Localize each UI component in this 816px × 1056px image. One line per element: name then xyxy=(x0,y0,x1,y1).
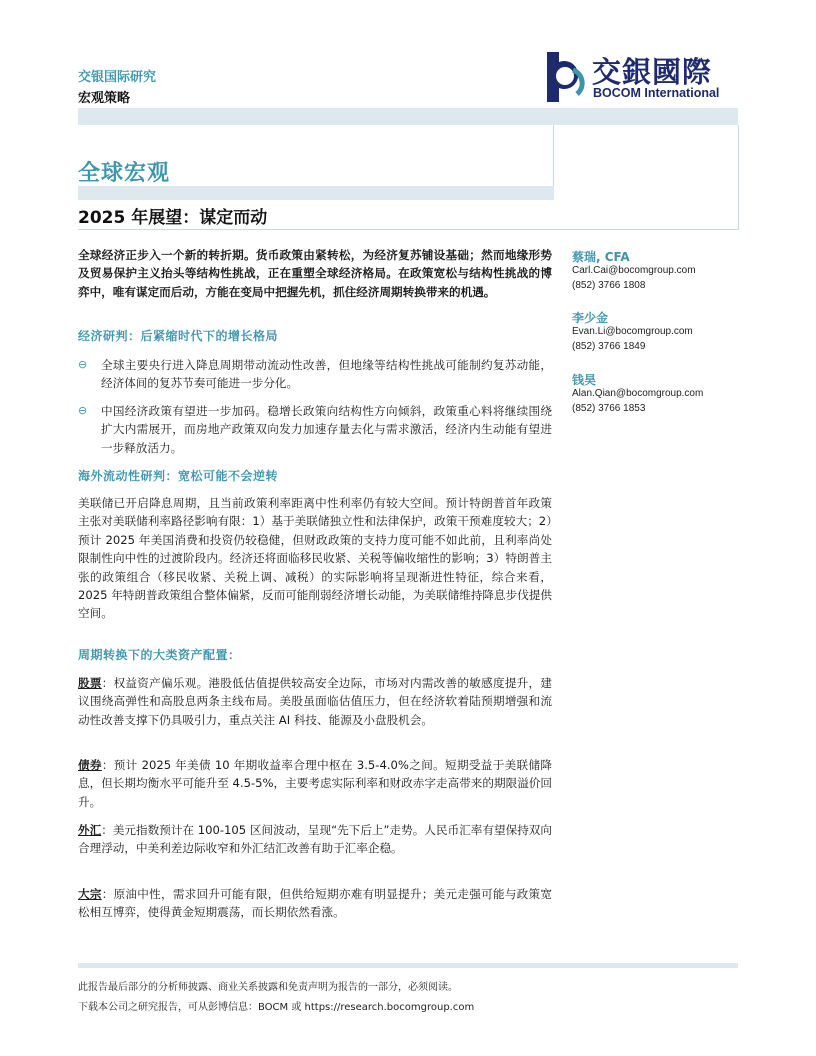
footer-band xyxy=(78,963,738,968)
allocation-label: 股票 xyxy=(78,676,102,690)
section-title: 全球宏观 xyxy=(78,161,171,186)
allocation-fx xyxy=(78,821,552,858)
divider xyxy=(738,125,739,230)
header-band xyxy=(78,108,738,125)
brand-name: 交银国际研究 xyxy=(78,70,157,85)
logo-english-name: BOCOM International xyxy=(593,86,720,100)
allocation-text: ：权益资产偏乐观。港股低估值提供较高安全边际，市场对内需改善的敏感度提升，建议围绕高弹性和高股息两条主线布局。美股虽面临估值压力，但在经济软着陆预期增强和流动性改善支撑下仍具吸引力，重点关注 AI 科技、能源及小盘股机会。 xyxy=(78,676,552,727)
analyst-email[interactable]: Alan.Qian@bocomgroup.com xyxy=(572,388,704,399)
allocation-label: 外汇 xyxy=(78,823,102,837)
circle-minus-icon: ⊖ xyxy=(78,358,88,371)
liquidity-paragraph: 美联储已开启降息周期，且当前政策利率距离中性利率仍有较大空间。预计特朗普首年政策主张对美联储利率路径影响有限：1）基于美联储独立性和法律保护，政策干预难度较大；2）预计 2025 年美国消费和投资仍较稳健，但财政政策的支持力度可能不如此前，且利率尚处限制性向中性的过渡阶段内。经济还将面临移民收紧、关税等偏收缩性的影响；3）特朗普主张的政策组合（移民收紧、关税上调、减税）的实际影响将呈现渐进性特征，综合来看，2025 年特朗普政策组合整体偏紧，反而可能削弱经济增长动能，为美联储维持降息步伐提供空间。 xyxy=(78,496,552,621)
divider xyxy=(78,229,739,230)
analyst-phone: (852) 3766 1849 xyxy=(572,341,646,352)
circle-minus-icon: ⊖ xyxy=(78,404,88,417)
allocation-text: ：美元指数预计在 100-105 区间波动，呈现“先下后上”走势。人民币汇率有望保持双向合理浮动，中美利差边际收窄和外汇结汇改善有助于汇率企稳。 xyxy=(78,823,552,856)
allocation-label: 大宗 xyxy=(78,887,102,901)
footer-download-link[interactable]: 下载本公司之研究报告，可从彭博信息：BOCM 或 https://research.bocomgroup.com xyxy=(78,1002,475,1013)
allocation-text: ：预计 2025 年美债 10 年期收益率合理中枢在 3.5-4.0%之间。短期受益于美联储降息，但长期均衡水平可能升至 4.5-5%，主要考虑实际利率和财政赤字走高带来的期限溢价回升。 xyxy=(78,758,552,809)
section-heading-econ: 经济研判：后紧缩时代下的增长格局 xyxy=(78,329,279,343)
analyst-phone: (852) 3766 1853 xyxy=(572,403,646,414)
allocation-commodities xyxy=(78,885,552,922)
analyst-email[interactable]: Evan.Li@bocomgroup.com xyxy=(572,326,693,337)
logo-chinese-name: 交銀國際 xyxy=(592,55,713,89)
allocation-text: ：原油中性，需求回升可能有限，但供给短期亦难有明显提升；美元走强可能与政策宽松相互博弈，使得黄金短期震荡，而长期依然看涨。 xyxy=(78,887,552,920)
summary-paragraph: 全球经济正步入一个新的转折期。货币政策由紧转松，为经济复苏铺设基础；然而地缘形势及贸易保护主义抬头等结构性挑战，正在重塑全球经济格局。在政策宽松与结构性挑战的博弈中，唯有谋定而后动，方能在变局中把握先机，抓住经济周期转换带来的机遇。 xyxy=(78,248,552,299)
analyst-name: 蔡瑞, CFA xyxy=(572,250,630,264)
analyst-name: 钱昊 xyxy=(572,373,597,387)
section-heading-liquidity: 海外流动性研判：宽松可能不会逆转 xyxy=(78,469,279,483)
allocation-equity xyxy=(78,674,552,729)
allocation-bonds xyxy=(78,756,552,811)
analyst-phone: (852) 3766 1808 xyxy=(572,280,646,291)
econ-bullet: 全球主要央行进入降息周期带动流动性改善，但地缘等结构性挑战可能制约复苏动能，经济体间的复苏节奏可能进一步分化。 xyxy=(101,358,552,391)
section-heading-allocation: 周期转换下的大类资产配置： xyxy=(78,648,241,662)
footer-disclaimer: 此报告最后部分的分析师披露、商业关系披露和免责声明为报告的一部分，必须阅读。 xyxy=(78,982,458,993)
analyst-name: 李少金 xyxy=(572,311,609,325)
allocation-label: 债券 xyxy=(78,758,102,772)
analyst-email[interactable]: Carl.Cai@bocomgroup.com xyxy=(572,265,696,276)
report-type: 宏观策略 xyxy=(78,91,131,106)
report-title: 2025 年展望：谋定而动 xyxy=(78,208,268,228)
econ-bullet: 中国经济政策有望进一步加码。稳增长政策向结构性方向倾斜，政策重心料将继续围绕扩大内需展开，而房地产政策双向发力加速存量去化与需求激活，经济内生动能有望进一步释放活力。 xyxy=(101,404,552,455)
title-band xyxy=(78,186,554,200)
